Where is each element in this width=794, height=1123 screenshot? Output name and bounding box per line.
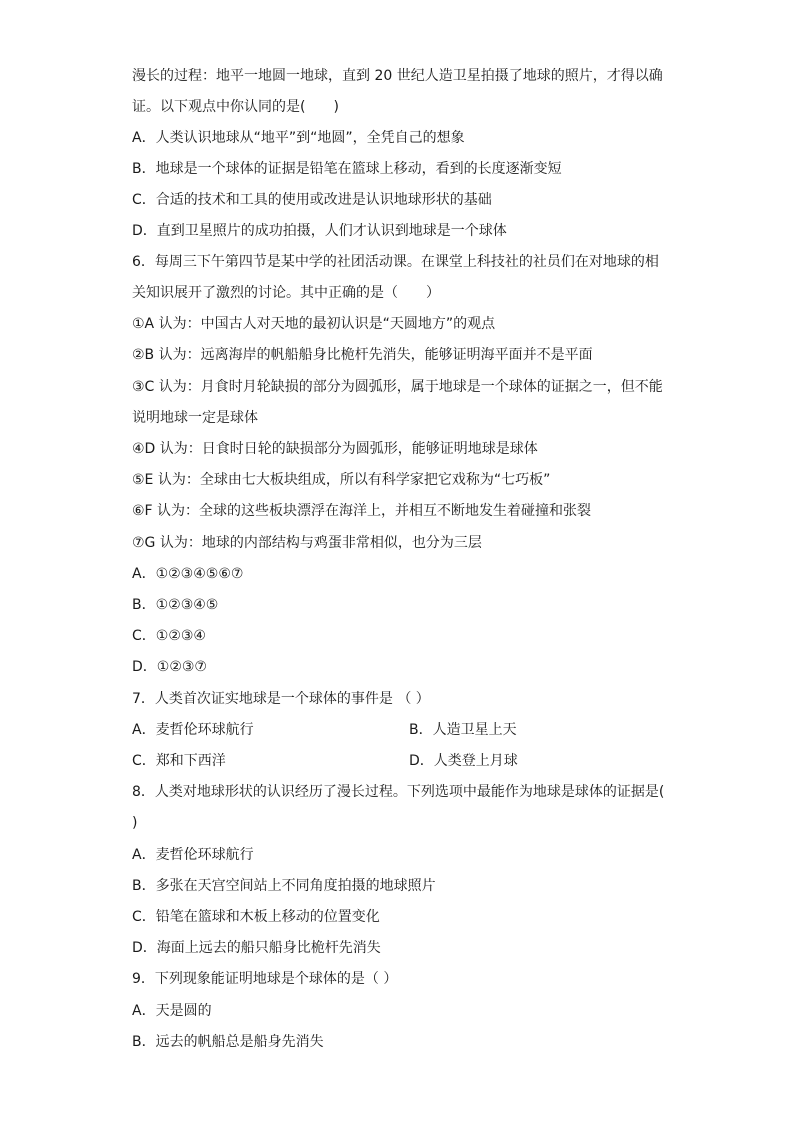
question-line: 7．人类首次证实地球是一个球体的事件是 （ ）: [132, 691, 430, 707]
option-line: A．天是圆的: [132, 1003, 212, 1019]
option-line: B．①②③④⑤: [132, 597, 219, 613]
question-line: ): [132, 815, 138, 831]
statement-line: ③C 认为：月食时月轮缺损的部分为圆弧形，属于地球是一个球体的证据之一，但不能: [132, 379, 663, 395]
option-line: B．地球是一个球体的证据是铅笔在篮球上移动，看到的长度逐渐变短: [132, 161, 562, 177]
option-line: C．铅笔在篮球和木板上移动的位置变化: [132, 909, 380, 925]
statement-line: ②B 认为：远离海岸的帆船船身比桅杆先消失，能够证明海平面并不是平面: [132, 347, 593, 363]
option-line: B．人造卫星上天: [409, 722, 517, 738]
option-line: A．人类认识地球从“地平”到“地圆”，全凭自己的想象: [132, 130, 465, 146]
statement-line: ⑥F 认为：全球的这些板块漂浮在海洋上，并相互不断地发生着碰撞和张裂: [132, 503, 592, 519]
option-line: D．海面上远去的船只船身比桅杆先消失: [132, 940, 381, 956]
statement-line: 说明地球一定是球体: [132, 410, 258, 426]
statement-line: ①A 认为：中国古人对天地的最初认识是“天圆地方”的观点: [132, 316, 496, 332]
statement-line: ④D 认为：日食时日轮的缺损部分为圆弧形，能够证明地球是球体: [132, 441, 538, 457]
option-line: D．①②③⑦: [132, 659, 207, 675]
question-line: 6．每周三下午第四节是某中学的社团活动课。在课堂上科技社的社员们在对地球的相: [132, 254, 659, 270]
option-line: C．合适的技术和工具的使用或改进是认识地球形状的基础: [132, 192, 492, 208]
question-line: 8．人类对地球形状的认识经历了漫长过程。下列选项中最能作为地球是球体的证据是(: [132, 784, 665, 800]
option-line: D．直到卫星照片的成功拍摄，人们才认识到地球是一个球体: [132, 223, 507, 239]
option-line: C．郑和下西洋: [132, 753, 226, 769]
statement-line: ⑦G 认为：地球的内部结构与鸡蛋非常相似，也分为三层: [132, 535, 482, 551]
question-line: 关知识展开了激烈的讨论。其中正确的是（ ）: [132, 285, 440, 301]
option-line: B．远去的帆船总是船身先消失: [132, 1034, 324, 1050]
option-line: C．①②③④: [132, 628, 206, 644]
option-line: A．①②③④⑤⑥⑦: [132, 566, 244, 582]
option-line: D．人类登上月球: [409, 753, 518, 769]
option-line: A．麦哲伦环球航行: [132, 722, 254, 738]
text-line: 证。以下观点中你认同的是( ): [132, 99, 339, 115]
question-line: 9．下列现象能证明地球是个球体的是（ ）: [132, 971, 398, 987]
text-line: 漫长的过程：地平一地圆一地球，直到 20 世纪人造卫星拍摄了地球的照片，才得以确: [132, 68, 663, 84]
option-line: A．麦哲伦环球航行: [132, 847, 254, 863]
statement-line: ⑤E 认为：全球由七大板块组成，所以有科学家把它戏称为“七巧板”: [132, 472, 551, 488]
option-line: B．多张在天宫空间站上不同角度拍摄的地球照片: [132, 878, 436, 894]
